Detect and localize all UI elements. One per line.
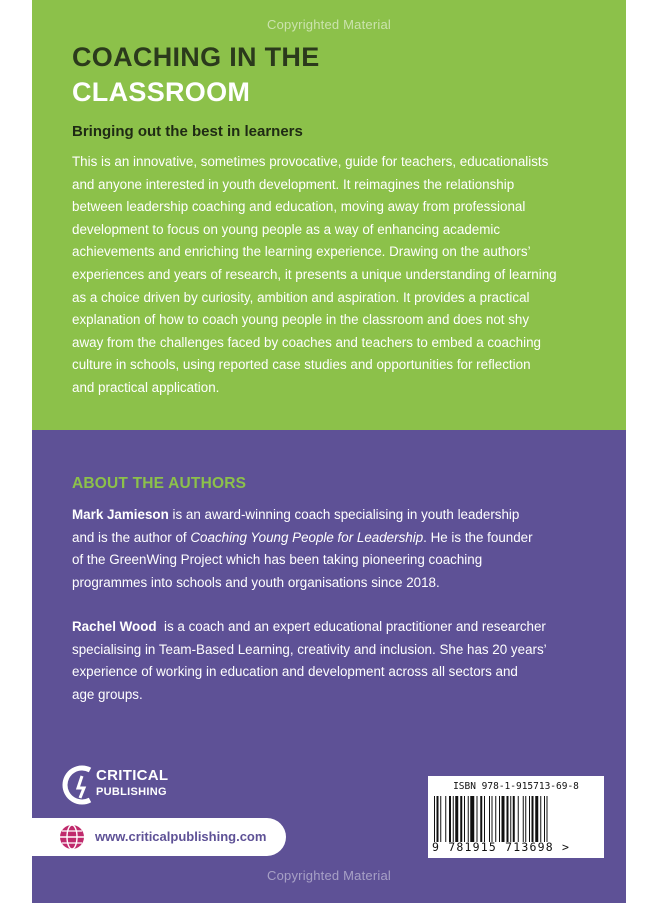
description-line: experiences and years of research, it presents a unique understanding of learning bbox=[72, 266, 557, 282]
isbn-barcode bbox=[428, 776, 604, 858]
description-line: achievements and enriching the learning experience. Drawing on the authors’ bbox=[72, 244, 531, 260]
barcode-bar bbox=[513, 796, 515, 842]
barcode-bar bbox=[464, 796, 465, 842]
description-line: culture in schools, using reported case studies and opportunities for reflection bbox=[72, 357, 531, 373]
bio-line bbox=[72, 616, 602, 639]
bio-text: is a coach and an expert educational practitioner and researcher bbox=[156, 619, 546, 634]
about-heading: ABOUT THE AUTHORS bbox=[72, 475, 247, 492]
barcode-bar bbox=[455, 796, 458, 842]
barcode-bar bbox=[468, 796, 469, 842]
bio-line: programmes into schools and youth organisations since 2018. bbox=[72, 574, 440, 590]
barcode-digits: 9 781915 713698 > bbox=[432, 840, 571, 854]
back-cover bbox=[32, 0, 626, 903]
logo-line-critical: CRITICAL bbox=[96, 767, 169, 784]
author-name: Mark Jamieson bbox=[72, 507, 169, 522]
description-line: away from the challenges faced by coaches and teachers to embed a coaching bbox=[72, 334, 541, 350]
barcode-bars bbox=[434, 796, 584, 842]
description-line: development to focus on young people as a way of enhancing academic bbox=[72, 221, 501, 237]
bio-text: is an award-winning coach specialising in youth leadership bbox=[168, 507, 520, 522]
author-bio-rachel bbox=[72, 616, 602, 706]
bio-line bbox=[72, 504, 602, 527]
book-reference: Coaching Young People for Leadership bbox=[190, 529, 424, 545]
barcode-bar bbox=[510, 796, 511, 842]
bio-line: of the GreenWing Project which has been taking pioneering coaching bbox=[72, 552, 483, 568]
barcode-bar bbox=[540, 796, 541, 842]
green-panel bbox=[32, 0, 626, 430]
bio-text: . He is the founder bbox=[423, 529, 533, 545]
watermark-top: Copyrighted Material bbox=[267, 17, 391, 32]
watermark-bottom: Copyrighted Material bbox=[267, 868, 391, 883]
barcode-bar bbox=[532, 796, 534, 842]
book-title bbox=[72, 40, 320, 110]
barcode-bar bbox=[477, 796, 478, 842]
barcode-bar bbox=[518, 796, 519, 842]
barcode-bar bbox=[492, 796, 493, 842]
barcode-bar bbox=[535, 796, 538, 842]
description-line: and practical application. bbox=[72, 379, 220, 395]
barcode-bar bbox=[507, 796, 509, 842]
logo-line-publishing: PUBLISHING bbox=[96, 786, 167, 798]
author-name: Rachel Wood bbox=[72, 619, 157, 634]
barcode-bar bbox=[460, 796, 462, 842]
barcode-bar bbox=[449, 796, 451, 842]
publisher-logo bbox=[60, 762, 200, 810]
barcode-bar bbox=[529, 796, 530, 842]
bio-line bbox=[72, 527, 602, 550]
barcode-bar bbox=[470, 796, 474, 842]
isbn-label: ISBN 978-1-915713-69-8 bbox=[453, 781, 579, 792]
description-line: explanation of how to coach young people in the classroom and does not shy bbox=[72, 312, 530, 328]
barcode-bar bbox=[434, 796, 435, 842]
barcode-bar bbox=[484, 796, 485, 842]
book-subtitle: Bringing out the best in learners bbox=[72, 123, 303, 140]
barcode-bar bbox=[547, 796, 548, 842]
title-line-1: COACHING IN THE bbox=[72, 42, 320, 72]
barcode-bar bbox=[440, 796, 441, 842]
bio-line: experience of working in education and development across all sectors and bbox=[72, 664, 518, 680]
title-line-2: CLASSROOM bbox=[72, 77, 251, 107]
barcode-bar bbox=[495, 796, 496, 842]
globe-icon bbox=[58, 823, 86, 851]
barcode-bar bbox=[480, 796, 482, 842]
description-line: and anyone interested in youth development. It reimagines the relationship bbox=[72, 176, 515, 192]
website-banner[interactable] bbox=[30, 818, 286, 856]
bio-line: specialising in Team-Based Learning, creativity and inclusion. She has 20 years’ bbox=[72, 641, 547, 657]
barcode-bar bbox=[499, 796, 500, 842]
bio-line: age groups. bbox=[72, 686, 143, 702]
bio-text: and is the author of bbox=[72, 529, 191, 545]
critical-publishing-logo-icon bbox=[60, 762, 100, 808]
barcode-bar bbox=[437, 796, 439, 842]
barcode-bar bbox=[489, 796, 490, 842]
author-bio-mark bbox=[72, 504, 602, 594]
barcode-bar bbox=[445, 796, 446, 842]
barcode-bar bbox=[525, 796, 526, 842]
description bbox=[72, 151, 592, 400]
description-line: as a choice driven by curiosity, ambition and aspiration. It provides a practical bbox=[72, 289, 530, 305]
barcode-bar bbox=[502, 796, 505, 842]
website-link[interactable]: www.criticalpublishing.com bbox=[95, 829, 267, 844]
description-line: This is an innovative, sometimes provocative, guide for teachers, educationalists bbox=[72, 154, 549, 169]
description-line: between leadership coaching and education, moving away from professional bbox=[72, 199, 526, 215]
barcode-bar bbox=[523, 796, 524, 842]
barcode-bar bbox=[453, 796, 454, 842]
barcode-bar bbox=[544, 796, 545, 842]
